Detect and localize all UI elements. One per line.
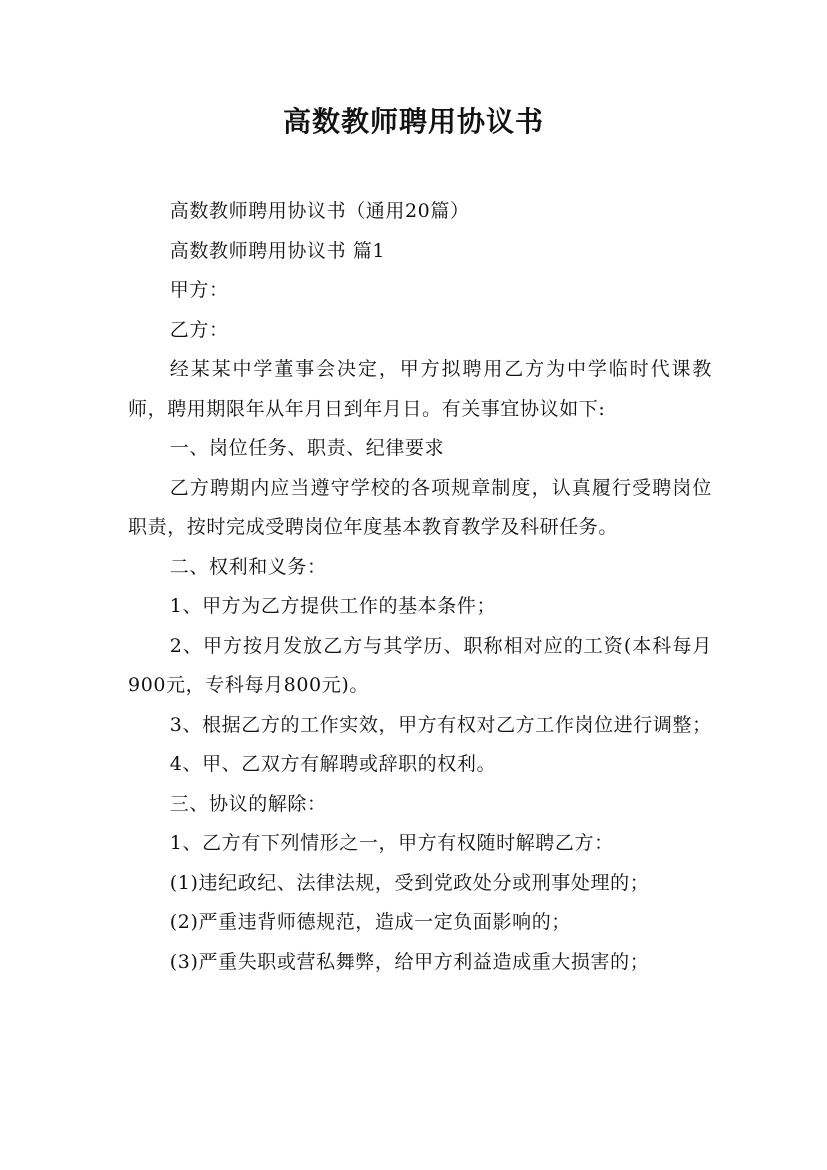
paragraph-1: 高数教师聘用协议书（通用20篇） xyxy=(169,200,470,222)
paragraph-9: 1、甲方为乙方提供工作的基本条件； xyxy=(169,595,497,617)
paragraph-6: 一、岗位任务、职责、纪律要求 xyxy=(169,437,445,459)
paragraph-11: 3、根据乙方的工作实效，甲方有权对乙方工作岗位进行调整； xyxy=(169,713,712,736)
paragraph-17: (3)严重失职或营私舞弊，给甲方利益造成重大损害的； xyxy=(169,950,650,973)
paragraph-3: 甲方： xyxy=(169,279,229,301)
paragraph-5: 经某某中学董事会决定，甲方拟聘用乙方为中学临时代课教师，聘用期限年从年月日到年月日。有关事宜协议如下: xyxy=(128,358,712,420)
paragraph-8: 二、权利和义务： xyxy=(169,555,327,578)
paragraph-4: 乙方： xyxy=(169,318,229,341)
paragraph-12: 4、甲、乙双方有解聘或辞职的权利。 xyxy=(169,753,497,775)
paragraph-10: 2、甲方按月发放乙方与其学历、职称相对应的工资(本科每月900元，专科每月800元)。 xyxy=(128,634,712,696)
page-title: 高数教师聘用协议书 xyxy=(282,105,544,138)
paragraph-14: 1、乙方有下列情形之一，甲方有权随时解聘乙方： xyxy=(169,832,614,854)
document-body xyxy=(128,192,712,982)
paragraph-13: 三、协议的解除： xyxy=(169,792,327,815)
paragraph-2: 高数教师聘用协议书 篇1 xyxy=(169,239,386,262)
paragraph-16: (2)严重违背师德规范，造成一定负面影响的； xyxy=(169,911,571,933)
paragraph-15: (1)违纪政纪、法律法规，受到党政处分或刑事处理的； xyxy=(169,871,650,894)
paragraph-7: 乙方聘期内应当遵守学校的各项规章制度，认真履行受聘岗位职责，按时完成受聘岗位年度基本教育教学及科研任务。 xyxy=(128,476,712,538)
